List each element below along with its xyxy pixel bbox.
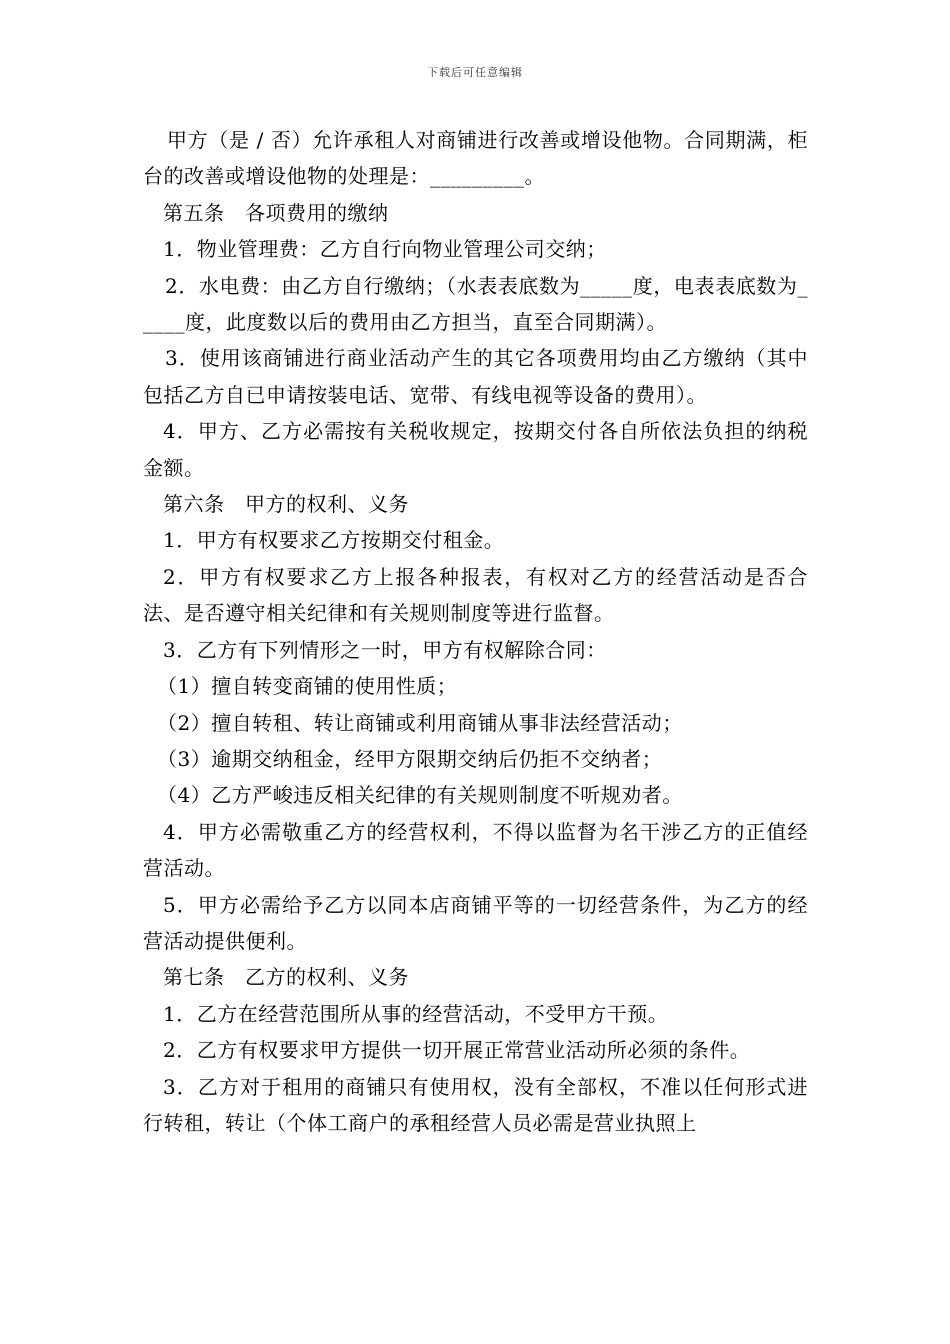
list-item: 2．乙方有权要求甲方提供一切开展正常营业活动所必须的条件。	[163, 1038, 751, 1063]
article-6-heading: 第六条 甲方的权利、义务	[163, 492, 409, 517]
list-item: 1．物业管理费：乙方自行向物业管理公司交纳；	[163, 237, 607, 262]
list-item: 3．乙方有下列情形之一时，甲方有权解除合同：	[163, 637, 607, 662]
article-5-heading: 第五条 各项费用的缴纳	[163, 200, 389, 225]
list-item: 3．使用该商铺进行商业活动产生的其它各项费用均由乙方缴纳（其中包括乙方自已申请按装电话、宽带、有线电视等设备的费用）。	[143, 346, 808, 407]
sub-list-item: （1）擅自转变商铺的使用性质；	[157, 674, 458, 699]
list-item: 1．甲方有权要求乙方按期交付租金。	[163, 528, 505, 553]
sub-list-item: （4）乙方严峻违反相关纪律的有关规则制度不听规劝者。	[157, 783, 683, 808]
article-7-heading: 第七条 乙方的权利、义务	[163, 965, 409, 990]
list-item: 5．甲方必需给予乙方以同本店商铺平等的一切经营条件，为乙方的经营活动提供便利。	[143, 892, 808, 953]
sub-list-item: （3）逾期交纳租金，经甲方限期交纳后仍拒不交纳者；	[157, 746, 663, 771]
sub-list-item: （2）擅自转租、转让商铺或利用商铺从事非法经营活动；	[157, 710, 683, 735]
document-body	[143, 122, 808, 1141]
list-item: 4．甲方、乙方必需按有关税收规定，按期交付各自所依法负担的纳税金额。	[143, 419, 808, 480]
page-header-note: 下载后可任意编辑	[427, 66, 523, 79]
list-item: 3．乙方对于租用的商铺只有使用权，没有全部权，不准以任何形式进行转租，转让（个体工商户的承租经营人员必需是营业执照上	[143, 1074, 808, 1135]
list-item: 2．甲方有权要求乙方上报各种报表，有权对乙方的经营活动是否合法、是否遵守相关纪律和有关规则制度等进行监督。	[143, 564, 808, 626]
paragraph-improvement-clause: 甲方（是 / 否）允许承租人对商铺进行改善或增设他物。合同期满，柜台的改善或增设他物的处理是：_________。	[143, 128, 808, 189]
list-item: 4．甲方必需敬重乙方的经营权利，不得以监督为名干涉乙方的正值经营活动。	[143, 819, 808, 881]
list-item: 1．乙方在经营范围所从事的经营活动，不受甲方干预。	[163, 1001, 669, 1026]
list-item: 2．水电费：由乙方自行缴纳；（水表表底数为_____度，电表表底数为_____度，此度数以后的费用由乙方担当，直至合同期满）。	[143, 273, 808, 335]
